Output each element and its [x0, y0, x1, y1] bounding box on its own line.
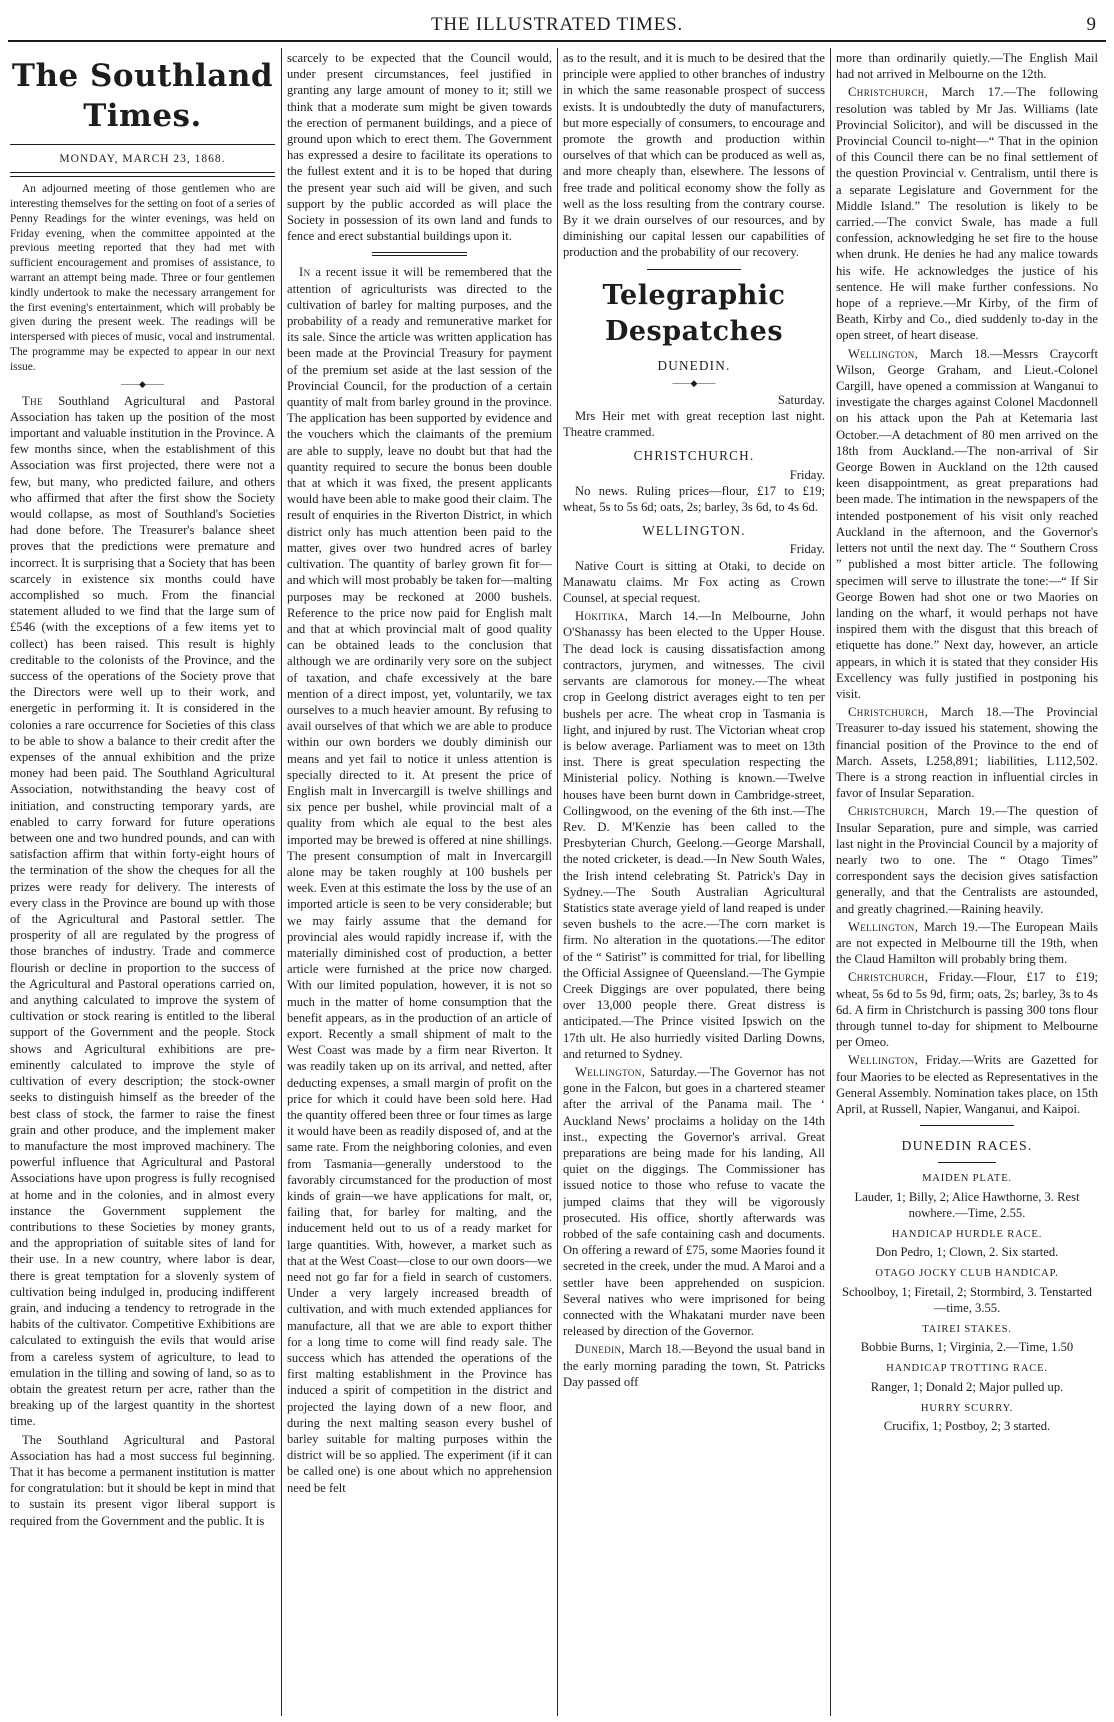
despatch-paragraph [836, 84, 1098, 343]
editorial-agricultural-association [10, 393, 275, 1430]
despatch-text: Friday.—Writs are Gazetted for four Maories to be elected as Representatives in the General Assembly. Nomination takes place, on 15th April, at Russell, Napier, Wanganui, and Kaipoi. [836, 1053, 1098, 1116]
day-label: Friday. [789, 542, 825, 557]
paragraph-text: Southland Agricultural and Pastoral Association has taken up the position of the most important and valuable institution in the Province. A few months since, when the establishment of this Association was first projected, there were not a few, but many, who predicted failure, and others who affirmed that after the first show the Society would collapse, as most of Southland's Societies had done before. The Treasurer's balance sheet proves that the predictions were premature and incorrect. It is surprising that a Society that has been scarcely in existence six months could have accomplished so much. From the financial statement alluded to we find that the large sum of £546 (with the exceptions of a few items yet to collect) has been raised. This result is highly creditable to the colonists of the Province, and the success of the operations of the Society prove that the Directors were well up to their work, and energetic in performing it. It is considered in the colonies a rare occurrence for Societies of this class to be able to show a balance to their credit after the expenses of the annual exhibition and the prize money had been paid. The Southland Agricultural Association, notwithstanding the heavy cost of initiation, and constructing temporary yards, are enabled to carry forward for future operations between one and two hundred pounds, and can with satisfaction affirm that within forty-eight hours of the termination of the show the cheques for all the prizes were ready for delivery. The interests of every class in the Province are bound up with those of the Agricultural and Pastoral settler. The prosperity of all are regulated by the progress of those branches of industry. Trade and commerce flourish or decline in proportion to the success of the Agricultural and Pastoral operations carried on, and anything calculated to improve the system of cultivation or stock rearing is entitled to the liberal support of the Government and the people. Stock shows and Agricultural exhibitions are pre-eminently calculated to improve the style of cultivation of every description; the stock-owner seeks to distinguish himself as the breeder of the best class of stock, the farmer to raise the finest grain and other produce, and the implement maker to manufacture the most improved machinery. The powerful influence that Agricultural and Pastoral Associations have upon progress is fully recognised at home and in the colonies, and in almost every instance the Government supplement the contributions to these Societies by money grants, and the appropriation of suitable sites of land for their use. In a new country, where labor is dear, there is great temptation for a slovenly system of cultivation being indulged in, producing indifferent grain, and inducing a tendency to retrograde in the habits of the cultivator. Competitive Exhibitions are calculated to extinguish the evils that would arise from a careless system of agriculture, to lead to emulation in the tilling and sowing of land, so as to obtain the greatest return per acre, rather than the breaking up of the largest quantity in the shortest time. [10, 393, 275, 1429]
column-3 [563, 50, 825, 1714]
despatch-text: March 18.—Messrs Craycorft Wilson, George Graham, and Lieut.-Colonel Cargill, have opened a commission at Wanganui to investigate the charges against Colonel Macdonnell on his attack upon the Pah at Ketemaria last October.—A detachment of 80 men arrived on the 18th from Auckland.—The non-arrival of Sir George Bowen in Auckland on the 12th caused keen disappointment, as great preparations had been made. The intimation in the newspapers of the intended postponement of his visit only reached Auckland in the afternoon, and the Governor's letters not until the next day. The “ Southern Cross ” published a most bitter article. The following specimen will serve to illustrate the tone:—“ If Sir George Bowen had shot one or two Maories on landing on the wharf, it would perhaps not have inspired them with the disgust that this breach of etiquette has done.” Next day, however, an article appears, in which it is stated that they consider His Excellency was fully justified in postponing his visit. [836, 346, 1098, 701]
day-label: Saturday. [777, 392, 825, 407]
despatch-text: Saturday.—The Governor has not gone in the Falcon, but goes in a chartered steamer after the arrival of the Panama mail. The ‘ Auckland News’ proclaims a holiday on the 14th inst., expecting the Governor's arrival. Great preparations are being made for his landing, All quiet on the diggings. The Commissioner has issued notice to those who refuse to vacate the jumped claims that they will be vigorously prosecuted. His office, shortly afterwards was robbed of the safe containing cash and documents. On offering a reward of £75, some Maories found it secreted in the creek, under the mud. A Maroi and a settler have been apprehended on suspicion. Several natives who were imprisoned for being connected with the Whakatani murder nave been released by direction of the Governor. [563, 1064, 825, 1339]
despatch-text: Native Court is sitting at Otaki, to decide on Manawatu claims. Mr Fox acting as Crown Counsel, at special request. [563, 558, 825, 606]
paragraph: scarcely to be expected that the Council would, under present circumstances, feel justified in granting any large amount of money to it; still we think that a moderate sum might be given towards the erection of permanent buildings, and a piece of ground upon which to erect them. The Government has expressed a desire to facilitate its operations to the fullest extent and it is to be hoped that during the present year such aid will be given, and such support by the public accorded as will place the Society in possession of its own land and funds to fence and erect substantial buildings upon it. [287, 51, 552, 244]
despatch-paragraph [836, 919, 1098, 968]
despatch-paragraph [563, 1341, 825, 1390]
race-result: Lauder, 1; Billy, 2; Alice Hawthorne, 3. Rest nowhere.—Time, 2.55. [854, 1189, 1080, 1220]
ornament-divider: ——◆—— [672, 377, 716, 388]
page-number: 9 [1086, 14, 1096, 35]
race-name: OTAGO JOCKY CLUB HANDICAP. [875, 1268, 1059, 1280]
editorial-barley-malting [287, 264, 552, 1495]
despatch-text: March 18.—Beyond the usual band in the early morning parading the town, St. Patricks Day passed off [563, 1342, 825, 1389]
ornament-divider: ——◆—— [121, 378, 164, 389]
column-rule [281, 48, 282, 1716]
race-name: TAIREI STAKES. [922, 1324, 1012, 1336]
paragraph: The Southland Agricultural and Pastoral Association has had a most success ful beginning. That it has become a permanent institution is matter for congratulation: but it should be kept in mind that to sustain its present vigor liberal support is required from the Government and the public. It is [10, 1432, 275, 1528]
despatch-text: Friday.—Flour, £17 to £19; wheat, 5s 6d to 5s 9d, firm; oats, 2s; barley, 3s to 4s 6d. A firm in Christchurch is passing 300 tons flour through tunnel to-day for shipment to Melbourne per Omeo. [836, 970, 1098, 1050]
despatch-paragraph [836, 803, 1098, 916]
race-name: HANDICAP TROTTING RACE. [886, 1363, 1048, 1375]
race-result: Bobbie Burns, 1; Virginia, 2.—Time, 1.50 [860, 1340, 1074, 1355]
race-result: Ranger, 1; Donald 2; Major pulled up. [870, 1379, 1064, 1394]
lead-word: In [299, 265, 311, 280]
divider [372, 255, 467, 256]
paragraph: more than ordinarily quietly.—The English Mail had not arrived in Melbourne on the 12th. [836, 51, 1098, 82]
newspaper-title: THE ILLUSTRATED TIMES. [430, 14, 684, 35]
column-1 [10, 50, 275, 1714]
column-rule [830, 48, 831, 1716]
place-name: Wellington, [848, 346, 919, 361]
race-entry [836, 1171, 1098, 1221]
divider [10, 144, 275, 145]
penny-readings-notice: An adjourned meeting of those gentlemen who are interesting themselves for the setting on foot of a series of Penny Readings for the winter evenings, was held on Friday evening, when the committee appointed at the previous meeting reported that they had met with sufficient encouragement and promises of assistance, to warrant an attempt being made. Three or four gentlemen kindly undertook to make the necessary arrangement for the first evening's entertainment, which will probably be given during the present week. The readings will be interspersed with pieces of music, vocal and instrumental. The programme may be expected to appear in our next issue. [10, 183, 275, 373]
despatch-paragraph [563, 1064, 825, 1339]
divider [647, 269, 741, 270]
race-entry [836, 1266, 1098, 1316]
place-name: Christchurch, [848, 804, 929, 819]
place-name: Wellington, [575, 1064, 646, 1079]
paragraph: as to the result, and it is much to be desired that the principle were applied to other branches of industry in which the same reasonable prospect of success exists. It is undoubtedly the duty of manufacturers, but more especially of consumers, to encourage and promote the growth and production within ourselves of that which can be produced as well as, and more cheaply than, elsewhere. The lessons of free trade and political economy show the folly as well as the loss resulting from the contrary course. By it we drain ourselves of our resources, and by diminishing our capital lessen our capabilities of production and the probability of our recovery. [563, 51, 825, 260]
issue-date: MONDAY, MARCH 23, 1868. [59, 153, 226, 165]
lead-word: The [22, 393, 43, 408]
place-name: Wellington, [848, 919, 919, 934]
day-label: Friday. [789, 467, 825, 482]
despatch-text: No news. Ruling prices—flour, £17 to £19; wheat, 5s to 5s 6d; oats, 2s; barley, 3s 6d, to 4s 6d. [563, 483, 825, 515]
divider [920, 1125, 1014, 1126]
despatch-text: Mrs Heir met with great reception last night. Theatre crammed. [563, 409, 825, 440]
race-result: Schoolboy, 1; Firetail, 2; Stormbird, 3. Tenstarted—time, 3.55. [842, 1284, 1092, 1315]
race-entry [836, 1227, 1098, 1260]
race-name: HANDICAP HURDLE RACE. [891, 1229, 1043, 1241]
dunedin-races-heading: DUNEDIN RACES. [901, 1138, 1033, 1154]
despatch-paragraph [836, 704, 1098, 801]
race-entry [836, 1322, 1098, 1355]
despatch-paragraph [836, 1052, 1098, 1117]
dateline-heading: CHRISTCHURCH. [633, 448, 755, 464]
race-name: HURRY SCURRY. [920, 1402, 1014, 1414]
column-2 [287, 50, 552, 1714]
despatch-paragraph [836, 969, 1098, 1050]
place-name: Christchurch, [848, 85, 929, 100]
race-result: Crucifix, 1; Postboy, 2; 3 started. [883, 1419, 1051, 1434]
despatch-text: March 18.—The Provincial Treasurer to-day issued his statement, showing the financial position of the Province to the end of March. Assets, L258,891; liabilities, L112,502. There is a strong reaction in influential circles in favor of Insular Separation. [836, 705, 1098, 801]
masthead [8, 14, 1106, 50]
place-name: Christchurch, [848, 970, 929, 985]
masthead-rule [8, 40, 1106, 42]
place-name: Wellington, [848, 1053, 919, 1068]
race-entry [836, 1401, 1098, 1434]
divider [938, 1162, 996, 1163]
despatch-text: March 19.—The question of Insular Separation, pure and simple, was carried last night in the Provincial Council by a majority of nearly two to one. The “ Otago Times” correspondent says the decision gives satisfaction generally, and that the Centralists are astounded, and greatly chagrined.—Raining heavily. [836, 804, 1098, 916]
telegraphic-despatches-heading: Telegraphic Despatches [602, 279, 786, 347]
paper-name: The Southland Times. [11, 58, 274, 134]
column-rule [557, 48, 558, 1716]
despatch-text: March 19.—The European Mails are not expected in Melbourne till the 19th, when the Claud Hamilton will probably bring them. [836, 919, 1098, 967]
paragraph-text: a recent issue it will be remembered that the attention of agriculturists was directed to the cultivation of barley for malting purposes, and the probability of a ready and remunerative market for its sale. Since the article was written application has been made at the Provincial Treasury for payment of the premium set aside at the last session of the Provincial Council, for the production of a certain quantity of malt from barley ground in the province. The application has been supported by evidence and the vouchers which the claimants of the premium are able to supply, leave no doubt but that had the quantity required to secure the bonus been double that at which it was fixed, the present applicants would have been able to make good their claim. The result of enquiries in the Riverton District, in which district only has much attention been paid to the matter, gives over two hundred acres of barley cultivation. The quantity of barley grown fit for—and which will most probably be taken for—malting purposes may be reckoned at 2000 bushels. Reference to the price now paid for English malt and that at which provincial malt of good quality can be obtained leads to the conclusion that although we are ordinarily very sore on the subject of taxation, and chafe excessively at the bare mention of a direct impost, yet, voluntarily, we tax ourselves to a much heavier amount. By refusing to avail ourselves of that which we are able to produce within our own borders we doubly diminish our means and yet fail to notice it unless attention is specially directed to it. At present the price of English malt in Invercargill is twelve shillings and six pence per bushel, while provincial malt of a quality from which ale equal to the best ales imported may be brewed is offered at nine shillings. The present consumption of malt in Invercargill alone may be taken roughly at 100 bushels per week. Even at this estimate the loss by the use of an imported article is seen to be very considerable; but we may fairly assume that the demand for provincial ales would rapidly increase if, with the materially diminished cost of production, a better article were furnished at the price now charged. With our limited population, however, it is not so much in the matter of home consumption that the benefit appears, as in the production of an article of export. Recently a small shipment of malt to the West Coast was made by a firm near Riverton. It was readily taken up on its arrival, and netted, after deducting expenses, a small margin of profit on the price for which it could have been sold here. Had the quantity offered been three or four times as large it would have been as readily disposed of, and at the same rate. From the neighboring colonies, and even from Tasmania—generally understood to the favorably circumstanced for the production of most kinds of grain—we have applications for malt, or, failing that, for barley for malting, and the inducement held out to us of a ready market for large quantities. With, however, a market such as that at the West Coast—close to our own doors—we need not go far for a field in search of customers. Under a very largely increased breadth of cultivation, and with much extended appliances for manufacture, all that we are able to export thither for a long time to come will find ready sale. The success which has attended the operations of the first malting establishment in the Province has induced a spirit of competition in the district and projected the laying down of a new floor, and during the next malting season every bushel of barley suitable for malting purposes within the district will be so applied. The experiment (if it can be called one) is one about which no apprehension need be felt [287, 265, 552, 1495]
column-4 [836, 50, 1098, 1714]
place-name: Dunedin, [575, 1342, 625, 1357]
divider [10, 172, 275, 177]
race-result: Don Pedro, 1; Clown, 2. Six started. [875, 1245, 1059, 1260]
divider [372, 252, 467, 253]
race-name: MAIDEN PLATE. [922, 1173, 1012, 1185]
race-entry [836, 1361, 1098, 1394]
despatch-text: March 14.—In Melbourne, John O'Shanassy has been elected to the Upper House. The dead lock is causing dissatisfaction among contractors, jurymen, and witnesses. The civil servants are clamorous for money.—The wheat crop in Geelong district averages eight to ten per bushels per acre. The wheat crop in Tasmania is light, and injured by rust. The Victorian wheat crop is below average. Parliament was to meet on 13th inst. There is great speculation respecting the Ministerial policy. Nothing is known.—Twelve houses have been burnt down in Cambridge-street, Collingwood, on the evening of the 6th inst.—The Rev. D. M'Kenzie has been called to the Presbyterian Church, Geelong.—George Marshall, the noted cricketer, is dead.—In New South Wales, the Irish intend celebrating St. Patrick's Day in Sydney.—The South Australian Agricultural Statistics state average yield of land reaped is under seven bushels to the acre.—The corn market is firm. No alteration in the quotations.—The editor of the “ Satirist” is committed for trial, for libelling the Official Assignee of Queensland.—The Gympie Creek Diggings are over populated, there being over 13,000 people there. Great distress is anticipated.—The Prince visited Ipswich on the 17th ult. He also hurriedly visited Darling Downs, and returned to Sydney. [563, 609, 825, 1061]
dateline-heading: WELLINGTON. [642, 523, 746, 539]
place-name: Christchurch, [848, 705, 929, 720]
dateline-heading: DUNEDIN. [657, 357, 731, 373]
despatch-paragraph [836, 346, 1098, 702]
despatch-text: March 17.—The following resolution was tabled by Mr Jas. Williams (late Provincial Solicitor), and will be discussed in the Provincial Council to-night—“ That in the opinion of this Council there can be no final settlement of the question Provincial v. Centralism, until there is a separate Legislature and Government for the Middle Island.” The resolution is likely to be carried.—The convict Swale, has made a full confession, acknowledging he set fire to the house when drunk. He denies he had any malice towards his wife. He acknowledges the justice of his sentence. He will make further confessions. No hope of a reprieve.—Mr Kirby, of the firm of Beath, Kirby and Co., died suddenly to-day in the open street, of heart disease. [836, 85, 1098, 343]
despatch-paragraph [563, 608, 825, 1062]
place-name: Hokitika, [575, 609, 629, 624]
